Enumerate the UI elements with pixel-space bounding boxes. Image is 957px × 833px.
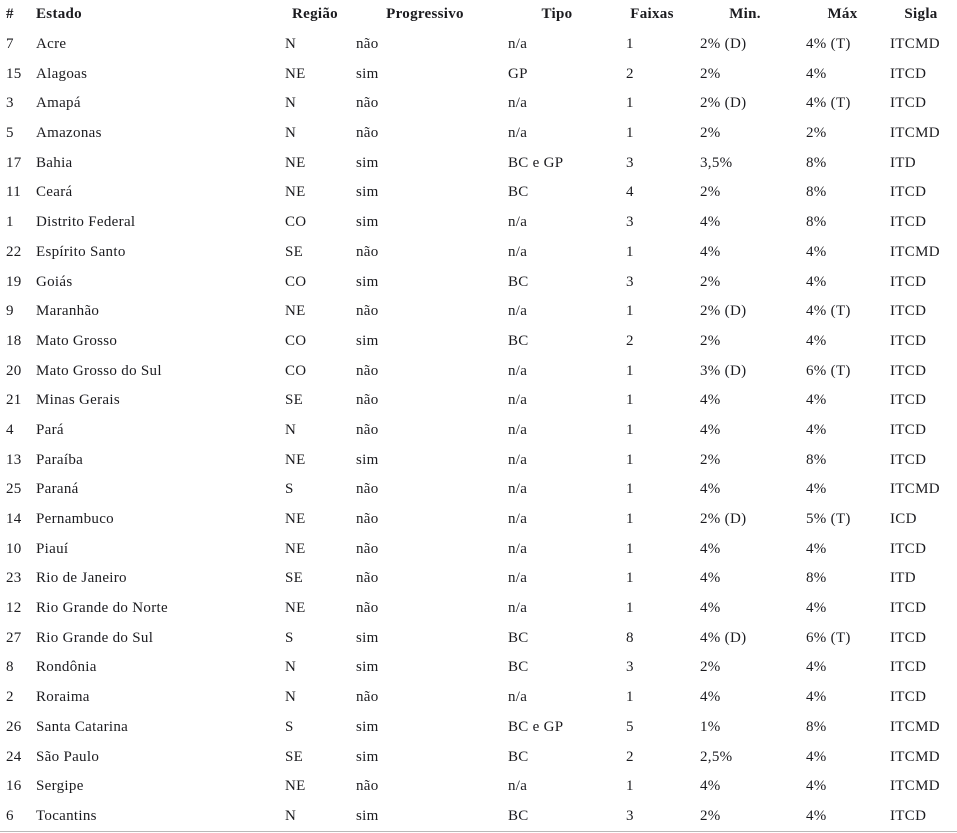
cell-num: 27 — [6, 629, 22, 646]
cell-min: 4% — [700, 214, 721, 231]
cell-num: 1 — [6, 214, 14, 231]
cell-tipo: BC — [508, 273, 529, 290]
cell-estado: Distrito Federal — [36, 214, 136, 231]
cell-min: 2% — [700, 273, 721, 290]
cell-max: 5% (T) — [806, 511, 851, 528]
col-header-min: Min. — [729, 6, 761, 23]
cell-estado: Rio de Janeiro — [36, 570, 127, 587]
cell-faixas: 1 — [626, 511, 634, 528]
cell-regiao: N — [285, 36, 297, 53]
cell-regiao: SE — [285, 392, 304, 409]
col-header-faixas: Faixas — [630, 6, 674, 23]
table-row — [0, 267, 957, 297]
cell-sigla: ITCMD — [890, 778, 940, 795]
cell-max: 4% — [806, 65, 827, 82]
cell-estado: Maranhão — [36, 303, 100, 320]
cell-regiao: S — [285, 629, 294, 646]
cell-faixas: 1 — [626, 36, 634, 53]
cell-sigla: ITCD — [890, 600, 927, 617]
cell-sigla: ITCD — [890, 807, 927, 824]
cell-min: 4% — [700, 481, 721, 498]
table-row — [0, 356, 957, 386]
cell-progressivo: não — [356, 511, 379, 528]
table-row — [0, 59, 957, 89]
cell-regiao: NE — [285, 184, 306, 201]
cell-progressivo: não — [356, 243, 379, 260]
cell-faixas: 1 — [626, 243, 634, 260]
cell-estado: Mato Grosso do Sul — [36, 362, 162, 379]
cell-estado: Amazonas — [36, 125, 102, 142]
table-row — [0, 297, 957, 327]
cell-sigla: ITCD — [890, 629, 927, 646]
cell-num: 10 — [6, 540, 22, 557]
table-row — [0, 772, 957, 802]
cell-regiao: NE — [285, 778, 306, 795]
cell-progressivo: não — [356, 481, 379, 498]
cell-min: 2% — [700, 451, 721, 468]
cell-sigla: ITCD — [890, 65, 927, 82]
cell-regiao: SE — [285, 243, 304, 260]
cell-num: 2 — [6, 689, 14, 706]
cell-faixas: 1 — [626, 421, 634, 438]
cell-tipo: BC — [508, 332, 529, 349]
cell-faixas: 3 — [626, 273, 634, 290]
cell-sigla: ITCD — [890, 362, 927, 379]
cell-max: 8% — [806, 154, 827, 171]
cell-estado: Rio Grande do Sul — [36, 629, 154, 646]
cell-tipo: n/a — [508, 392, 528, 409]
cell-num: 8 — [6, 659, 14, 676]
cell-min: 4% — [700, 421, 721, 438]
cell-progressivo: sim — [356, 718, 379, 735]
cell-faixas: 1 — [626, 125, 634, 142]
cell-estado: Bahia — [36, 154, 73, 171]
cell-regiao: N — [285, 659, 297, 676]
cell-faixas: 8 — [626, 629, 634, 646]
cell-num: 6 — [6, 807, 14, 824]
cell-sigla: ITD — [890, 570, 916, 587]
cell-max: 2% — [806, 125, 827, 142]
cell-sigla: ITCD — [890, 95, 927, 112]
cell-min: 4% (D) — [700, 629, 747, 646]
cell-progressivo: sim — [356, 332, 379, 349]
col-header-num: # — [6, 6, 14, 23]
cell-max: 4% — [806, 659, 827, 676]
cell-sigla: ITCD — [890, 451, 927, 468]
cell-max: 4% — [806, 481, 827, 498]
cell-progressivo: não — [356, 540, 379, 557]
cell-tipo: BC — [508, 184, 529, 201]
cell-max: 8% — [806, 214, 827, 231]
cell-sigla: ITCD — [890, 332, 927, 349]
cell-sigla: ITCMD — [890, 243, 940, 260]
cell-tipo: n/a — [508, 451, 528, 468]
cell-faixas: 5 — [626, 718, 634, 735]
cell-min: 2% — [700, 659, 721, 676]
cell-tipo: GP — [508, 65, 528, 82]
cell-progressivo: não — [356, 421, 379, 438]
col-header-sigla: Sigla — [904, 6, 938, 23]
cell-faixas: 2 — [626, 332, 634, 349]
cell-faixas: 3 — [626, 807, 634, 824]
cell-estado: Acre — [36, 36, 67, 53]
cell-faixas: 1 — [626, 481, 634, 498]
cell-estado: Rondônia — [36, 659, 97, 676]
cell-faixas: 3 — [626, 659, 634, 676]
cell-progressivo: não — [356, 570, 379, 587]
cell-sigla: ITD — [890, 154, 916, 171]
cell-sigla: ITCMD — [890, 481, 940, 498]
table-row — [0, 327, 957, 357]
table-row — [0, 416, 957, 446]
table-row — [0, 30, 957, 60]
col-header-regiao: Região — [292, 6, 338, 23]
cell-regiao: NE — [285, 600, 306, 617]
cell-tipo: BC — [508, 807, 529, 824]
table-row — [0, 208, 957, 238]
cell-num: 24 — [6, 748, 22, 765]
table-row — [0, 475, 957, 505]
cell-progressivo: não — [356, 778, 379, 795]
cell-estado: Espírito Santo — [36, 243, 126, 260]
cell-min: 3,5% — [700, 154, 733, 171]
cell-min: 4% — [700, 600, 721, 617]
cell-progressivo: sim — [356, 451, 379, 468]
cell-sigla: ITCD — [890, 392, 927, 409]
cell-progressivo: sim — [356, 659, 379, 676]
cell-faixas: 1 — [626, 778, 634, 795]
table-row — [0, 178, 957, 208]
table-row — [0, 89, 957, 119]
cell-max: 4% — [806, 778, 827, 795]
cell-estado: Paraná — [36, 481, 79, 498]
cell-faixas: 1 — [626, 392, 634, 409]
cell-max: 6% (T) — [806, 362, 851, 379]
cell-min: 2% (D) — [700, 303, 747, 320]
cell-tipo: n/a — [508, 36, 528, 53]
cell-estado: Piauí — [36, 540, 69, 557]
cell-sigla: ITCD — [890, 540, 927, 557]
cell-tipo: n/a — [508, 362, 528, 379]
cell-progressivo: não — [356, 95, 379, 112]
cell-progressivo: não — [356, 303, 379, 320]
cell-progressivo: sim — [356, 748, 379, 765]
cell-max: 8% — [806, 570, 827, 587]
cell-tipo: n/a — [508, 481, 528, 498]
cell-num: 20 — [6, 362, 22, 379]
cell-tipo: n/a — [508, 214, 528, 231]
cell-tipo: BC — [508, 659, 529, 676]
table-row — [0, 594, 957, 624]
cell-regiao: NE — [285, 65, 306, 82]
cell-sigla: ITCD — [890, 303, 927, 320]
table-row — [0, 445, 957, 475]
cell-tipo: n/a — [508, 778, 528, 795]
table-row — [0, 386, 957, 416]
cell-estado: São Paulo — [36, 748, 100, 765]
cell-tipo: n/a — [508, 421, 528, 438]
cell-sigla: ITCD — [890, 421, 927, 438]
cell-faixas: 1 — [626, 362, 634, 379]
cell-sigla: ITCD — [890, 689, 927, 706]
cell-tipo: BC — [508, 629, 529, 646]
cell-estado: Rio Grande do Norte — [36, 600, 168, 617]
cell-estado: Roraima — [36, 689, 90, 706]
cell-progressivo: sim — [356, 154, 379, 171]
cell-num: 11 — [6, 184, 22, 201]
cell-tipo: n/a — [508, 125, 528, 142]
cell-progressivo: não — [356, 36, 379, 53]
cell-sigla: ITCMD — [890, 718, 940, 735]
cell-num: 18 — [6, 332, 22, 349]
cell-regiao: NE — [285, 540, 306, 557]
cell-tipo: n/a — [508, 243, 528, 260]
cell-max: 4% (T) — [806, 303, 851, 320]
col-header-estado: Estado — [36, 6, 82, 23]
cell-min: 4% — [700, 392, 721, 409]
cell-min: 4% — [700, 243, 721, 260]
cell-tipo: n/a — [508, 600, 528, 617]
cell-num: 14 — [6, 511, 22, 528]
cell-estado: Santa Catarina — [36, 718, 129, 735]
cell-max: 4% — [806, 540, 827, 557]
cell-sigla: ITCD — [890, 184, 927, 201]
cell-num: 16 — [6, 778, 22, 795]
col-header-tipo: Tipo — [541, 6, 573, 23]
cell-estado: Sergipe — [36, 778, 84, 795]
cell-estado: Alagoas — [36, 65, 88, 82]
cell-max: 8% — [806, 184, 827, 201]
cell-regiao: S — [285, 718, 294, 735]
cell-max: 6% (T) — [806, 629, 851, 646]
cell-max: 8% — [806, 451, 827, 468]
cell-faixas: 1 — [626, 540, 634, 557]
cell-estado: Paraíba — [36, 451, 84, 468]
cell-num: 26 — [6, 718, 22, 735]
cell-faixas: 1 — [626, 570, 634, 587]
cell-min: 2% (D) — [700, 36, 747, 53]
cell-faixas: 1 — [626, 95, 634, 112]
cell-tipo: BC e GP — [508, 718, 564, 735]
cell-num: 3 — [6, 95, 14, 112]
table-row — [0, 683, 957, 713]
cell-min: 3% (D) — [700, 362, 747, 379]
cell-min: 2% — [700, 65, 721, 82]
cell-regiao: NE — [285, 511, 306, 528]
cell-faixas: 4 — [626, 184, 634, 201]
cell-min: 4% — [700, 689, 721, 706]
cell-regiao: NE — [285, 451, 306, 468]
cell-regiao: CO — [285, 273, 307, 290]
cell-faixas: 3 — [626, 154, 634, 171]
cell-regiao: NE — [285, 154, 306, 171]
cell-progressivo: sim — [356, 214, 379, 231]
cell-regiao: N — [285, 125, 297, 142]
cell-sigla: ITCD — [890, 273, 927, 290]
table-row — [0, 623, 957, 653]
cell-min: 2% — [700, 125, 721, 142]
cell-estado: Pará — [36, 421, 64, 438]
table-row — [0, 802, 957, 832]
cell-min: 1% — [700, 718, 721, 735]
cell-num: 15 — [6, 65, 22, 82]
cell-num: 7 — [6, 36, 14, 53]
cell-progressivo: não — [356, 600, 379, 617]
cell-tipo: BC — [508, 748, 529, 765]
cell-min: 4% — [700, 540, 721, 557]
table-header — [0, 0, 957, 30]
cell-progressivo: sim — [356, 629, 379, 646]
cell-estado: Goiás — [36, 273, 73, 290]
cell-min: 2% — [700, 807, 721, 824]
cell-max: 4% — [806, 421, 827, 438]
table-row — [0, 238, 957, 268]
cell-sigla: ITCMD — [890, 36, 940, 53]
cell-progressivo: sim — [356, 807, 379, 824]
cell-regiao: N — [285, 807, 297, 824]
cell-estado: Mato Grosso — [36, 332, 118, 349]
cell-faixas: 1 — [626, 689, 634, 706]
cell-num: 21 — [6, 392, 22, 409]
table-row — [0, 742, 957, 772]
table-row — [0, 119, 957, 149]
cell-sigla: ICD — [890, 511, 917, 528]
cell-max: 4% — [806, 689, 827, 706]
cell-num: 4 — [6, 421, 14, 438]
cell-max: 4% — [806, 273, 827, 290]
table-row — [0, 713, 957, 743]
cell-num: 9 — [6, 303, 14, 320]
cell-min: 2% (D) — [700, 511, 747, 528]
cell-progressivo: não — [356, 689, 379, 706]
cell-sigla: ITCMD — [890, 125, 940, 142]
table-row — [0, 148, 957, 178]
cell-min: 2% — [700, 184, 721, 201]
cell-estado: Amapá — [36, 95, 81, 112]
cell-regiao: N — [285, 689, 297, 706]
cell-estado: Tocantins — [36, 807, 97, 824]
cell-regiao: CO — [285, 214, 307, 231]
col-header-max: Máx — [827, 6, 858, 23]
cell-max: 4% (T) — [806, 95, 851, 112]
cell-faixas: 1 — [626, 600, 634, 617]
table-row — [0, 653, 957, 683]
table-header-row — [0, 0, 957, 30]
cell-faixas: 2 — [626, 65, 634, 82]
cell-tipo: n/a — [508, 511, 528, 528]
cell-tipo: n/a — [508, 540, 528, 557]
cell-tipo: n/a — [508, 95, 528, 112]
cell-progressivo: não — [356, 125, 379, 142]
cell-tipo: n/a — [508, 303, 528, 320]
cell-num: 23 — [6, 570, 22, 587]
cell-estado: Pernambuco — [36, 511, 114, 528]
cell-progressivo: não — [356, 362, 379, 379]
cell-num: 19 — [6, 273, 22, 290]
cell-progressivo: sim — [356, 65, 379, 82]
cell-faixas: 1 — [626, 451, 634, 468]
cell-estado: Minas Gerais — [36, 392, 120, 409]
cell-max: 4% — [806, 748, 827, 765]
cell-min: 4% — [700, 570, 721, 587]
cell-num: 22 — [6, 243, 22, 260]
table-row — [0, 564, 957, 594]
cell-tipo: n/a — [508, 689, 528, 706]
cell-num: 12 — [6, 600, 22, 617]
cell-num: 25 — [6, 481, 22, 498]
cell-num: 5 — [6, 125, 14, 142]
table-row — [0, 534, 957, 564]
cell-sigla: ITCMD — [890, 748, 940, 765]
cell-sigla: ITCD — [890, 659, 927, 676]
cell-progressivo: sim — [356, 184, 379, 201]
table-row — [0, 505, 957, 535]
table-body — [0, 30, 957, 832]
cell-tipo: BC e GP — [508, 154, 564, 171]
cell-min: 2% (D) — [700, 95, 747, 112]
cell-regiao: NE — [285, 303, 306, 320]
cell-regiao: CO — [285, 332, 307, 349]
cell-regiao: CO — [285, 362, 307, 379]
cell-tipo: n/a — [508, 570, 528, 587]
col-header-progressivo: Progressivo — [386, 6, 464, 23]
cell-num: 13 — [6, 451, 22, 468]
cell-max: 4% (T) — [806, 36, 851, 53]
cell-progressivo: sim — [356, 273, 379, 290]
cell-faixas: 2 — [626, 748, 634, 765]
cell-max: 4% — [806, 807, 827, 824]
cell-max: 4% — [806, 392, 827, 409]
cell-estado: Ceará — [36, 184, 73, 201]
cell-max: 8% — [806, 718, 827, 735]
cell-min: 2,5% — [700, 748, 733, 765]
cell-faixas: 3 — [626, 214, 634, 231]
cell-max: 4% — [806, 332, 827, 349]
cell-min: 4% — [700, 778, 721, 795]
cell-regiao: N — [285, 421, 297, 438]
cell-max: 4% — [806, 600, 827, 617]
cell-min: 2% — [700, 332, 721, 349]
cell-regiao: S — [285, 481, 294, 498]
cell-num: 17 — [6, 154, 22, 171]
cell-sigla: ITCD — [890, 214, 927, 231]
cell-regiao: N — [285, 95, 297, 112]
cell-max: 4% — [806, 243, 827, 260]
cell-regiao: SE — [285, 570, 304, 587]
cell-regiao: SE — [285, 748, 304, 765]
cell-progressivo: não — [356, 392, 379, 409]
cell-faixas: 1 — [626, 303, 634, 320]
